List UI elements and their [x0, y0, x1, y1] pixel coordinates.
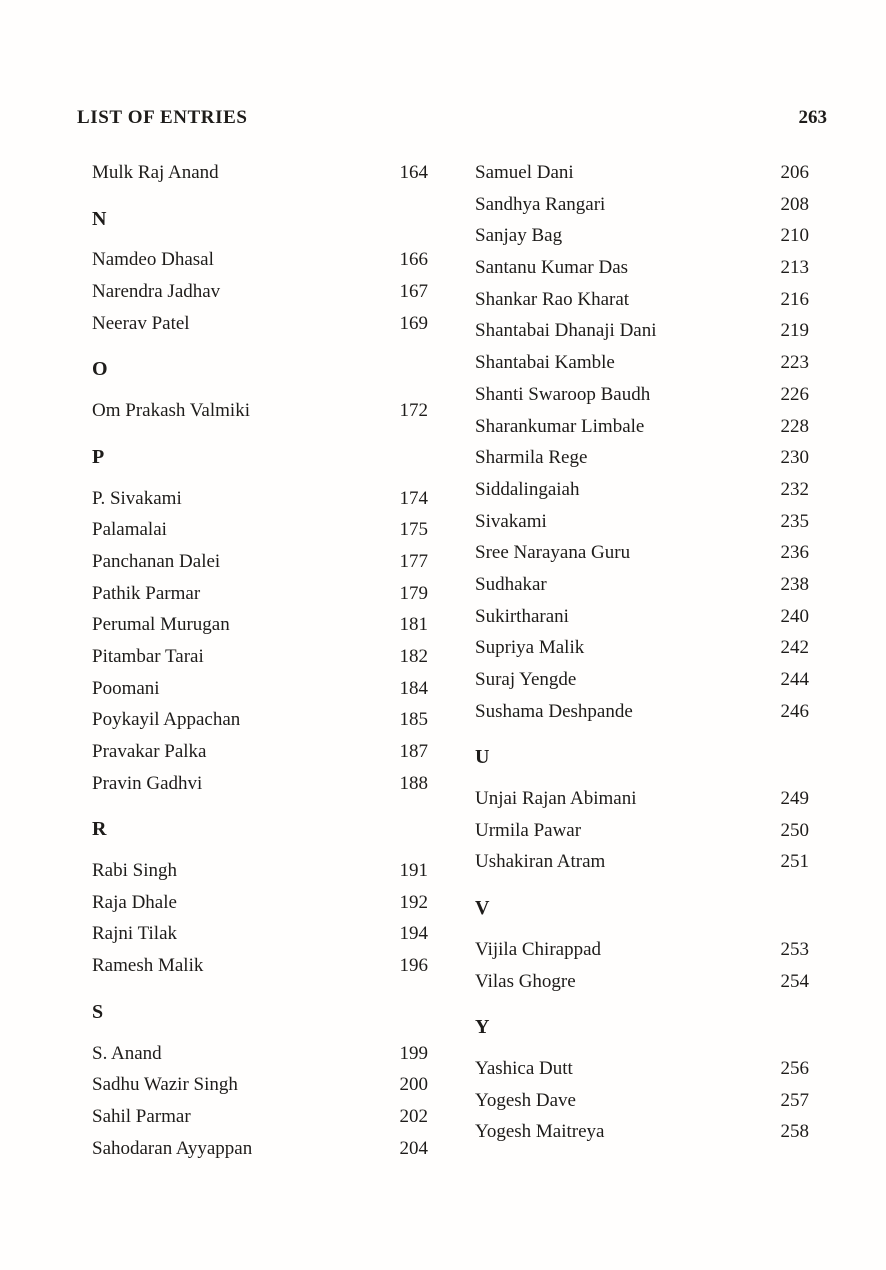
entry-name: Sandhya Rangari — [475, 193, 606, 215]
section-heading-s: S — [92, 1000, 104, 1023]
entry-page-number: 169 — [399, 312, 428, 334]
entry-name: Shantabai Dhanaji Dani — [475, 320, 657, 342]
entry-page-number: 174 — [399, 487, 428, 509]
entry-name: Unjai Rajan Abimani — [475, 788, 637, 810]
entry-page-number: 242 — [780, 637, 809, 659]
entry-page-number: 184 — [399, 677, 428, 699]
index-entry-row — [92, 308, 428, 340]
index-entry-row — [475, 601, 809, 633]
index-entry-row — [92, 1038, 428, 1070]
entry-name: Rajni Tilak — [92, 923, 177, 945]
index-entry-row — [92, 704, 428, 736]
entry-name: Sharmila Rege — [475, 447, 588, 469]
entry-page-number: 236 — [780, 542, 809, 564]
entry-name: Shanti Swaroop Baudh — [475, 383, 651, 405]
entry-page-number: 167 — [399, 281, 428, 303]
index-entry-row — [92, 395, 428, 427]
entry-page-number: 196 — [399, 955, 428, 977]
entry-name: Sudhakar — [475, 573, 547, 595]
index-entry-row — [475, 1085, 809, 1117]
index-entry-row — [475, 157, 809, 189]
index-entry-row — [92, 609, 428, 641]
index-entry-row — [92, 1069, 428, 1101]
entry-page-number: 202 — [399, 1105, 428, 1127]
section-heading-y: Y — [475, 1016, 490, 1039]
index-entry-row — [475, 632, 809, 664]
index-entry-row — [475, 379, 809, 411]
entry-page-number: 230 — [780, 447, 809, 469]
entry-page-number: 206 — [780, 162, 809, 183]
index-entry-row — [92, 483, 428, 515]
entry-name: Poykayil Appachan — [92, 709, 241, 731]
entry-page-number: 258 — [780, 1121, 809, 1143]
entry-page-number: 188 — [399, 772, 428, 794]
entry-name: Sushama Deshpande — [475, 700, 633, 722]
section-heading-p: P — [92, 445, 105, 468]
entry-page-number: 199 — [399, 1042, 428, 1064]
index-entry-row — [475, 220, 809, 252]
entry-page-number: 175 — [399, 519, 428, 541]
entry-page-number: 208 — [780, 193, 809, 215]
section-heading-n: N — [92, 207, 107, 230]
index-entry-row — [92, 546, 428, 578]
entry-page-number: 257 — [780, 1089, 809, 1111]
entry-page-number: 249 — [780, 788, 809, 810]
entry-page-number: 164 — [399, 162, 428, 183]
entry-page-number: 219 — [780, 320, 809, 342]
entry-page-number: 251 — [780, 851, 809, 873]
index-entry-row — [92, 855, 428, 887]
index-entry-row — [475, 815, 809, 847]
entry-page-number: 191 — [399, 860, 428, 882]
entry-name: Supriya Malik — [475, 637, 585, 659]
entry-name: Sharankumar Limbale — [475, 415, 645, 437]
index-entry-row — [92, 768, 428, 800]
index-entry-row — [475, 506, 809, 538]
index-entry-row — [475, 934, 809, 966]
entry-name: Mulk Raj Anand — [92, 162, 219, 183]
index-entry-row — [92, 887, 428, 919]
entry-name: Om Prakash Valmiki — [92, 400, 250, 422]
section-heading-v: V — [475, 897, 490, 920]
index-entry-row — [475, 284, 809, 316]
entry-name: Sree Narayana Guru — [475, 542, 631, 564]
section-heading-o: O — [92, 358, 108, 381]
index-entry-row — [92, 673, 428, 705]
index-entry-row — [475, 442, 809, 474]
entry-name: Perumal Murugan — [92, 614, 230, 636]
index-entry-row — [92, 157, 428, 189]
entry-page-number: 216 — [780, 288, 809, 310]
entry-page-number: 185 — [399, 709, 428, 731]
entry-page-number: 235 — [780, 510, 809, 532]
entry-name: Pathik Parmar — [92, 582, 201, 604]
index-entry-row — [92, 514, 428, 546]
entry-page-number: 254 — [780, 970, 809, 992]
entry-page-number: 250 — [780, 819, 809, 841]
entry-page-number: 232 — [780, 478, 809, 500]
entry-name: Pravin Gadhvi — [92, 772, 203, 794]
index-entry-row — [92, 918, 428, 950]
entry-name: Shantabai Kamble — [475, 352, 615, 374]
index-column-right — [475, 157, 809, 1148]
entry-name: Rabi Singh — [92, 860, 177, 882]
page-title: LIST OF ENTRIES — [77, 107, 248, 128]
entry-page-number: 256 — [780, 1057, 809, 1079]
entry-name: Santanu Kumar Das — [475, 257, 629, 279]
entry-name: Sivakami — [475, 510, 547, 532]
entry-page-number: 192 — [399, 891, 428, 913]
index-entry-row — [475, 966, 809, 998]
entry-page-number: 204 — [399, 1137, 428, 1159]
section-heading-u: U — [475, 746, 490, 769]
index-entry-row — [475, 252, 809, 284]
index-entry-row — [475, 537, 809, 569]
entry-page-number: 177 — [399, 550, 428, 572]
entry-name: Suraj Yengde — [475, 669, 577, 690]
entry-name: Samuel Dani — [475, 162, 574, 183]
entry-page-number: 246 — [780, 700, 809, 722]
index-entry-row — [92, 1133, 428, 1165]
index-entry-row — [475, 696, 809, 728]
index-entry-row — [92, 276, 428, 308]
entry-name: Raja Dhale — [92, 891, 177, 913]
entry-page-number: 181 — [399, 614, 428, 636]
entry-name: Sahodaran Ayyappan — [92, 1137, 253, 1159]
entry-name: Poomani — [92, 677, 160, 699]
page-number: 263 — [798, 107, 827, 128]
entry-name: Narendra Jadhav — [92, 281, 221, 303]
index-entry-row — [92, 578, 428, 610]
index-entry-row — [92, 1101, 428, 1133]
entry-name: Vilas Ghogre — [475, 970, 576, 992]
page-header — [77, 107, 827, 129]
entry-name: Yogesh Maitreya — [475, 1121, 605, 1143]
entry-page-number: 172 — [399, 400, 428, 422]
entry-name: Palamalai — [92, 519, 167, 541]
index-entry-row — [475, 569, 809, 601]
entry-page-number: 182 — [399, 645, 428, 667]
index-entry-row — [475, 1116, 809, 1148]
entry-name: Pravakar Palka — [92, 741, 207, 762]
entry-name: Ramesh Malik — [92, 955, 204, 977]
index-entry-row — [475, 411, 809, 443]
entry-page-number: 253 — [780, 938, 809, 960]
entry-name: Shankar Rao Kharat — [475, 288, 630, 310]
entry-page-number: 187 — [399, 741, 428, 762]
index-entry-row — [92, 736, 428, 768]
entry-name: Vijila Chirappad — [475, 938, 602, 960]
index-entry-row — [475, 315, 809, 347]
index-entry-row — [475, 1053, 809, 1085]
entry-page-number: 240 — [780, 605, 809, 627]
index-entry-row — [92, 641, 428, 673]
index-entry-row — [475, 846, 809, 878]
entry-name: Siddalingaiah — [475, 478, 580, 500]
index-entry-row — [475, 664, 809, 696]
entry-page-number: 200 — [399, 1074, 428, 1096]
entry-page-number: 244 — [780, 669, 809, 690]
entry-name: Yogesh Dave — [475, 1089, 576, 1111]
entry-page-number: 166 — [399, 249, 428, 271]
entry-page-number: 194 — [399, 923, 428, 945]
entry-name: Pitambar Tarai — [92, 645, 204, 667]
index-entry-row — [92, 950, 428, 982]
entry-page-number: 223 — [780, 352, 809, 374]
entry-page-number: 179 — [399, 582, 428, 604]
entry-name: Urmila Pawar — [475, 819, 582, 841]
index-entry-row — [475, 189, 809, 221]
index-entry-row — [475, 474, 809, 506]
index-entry-row — [475, 783, 809, 815]
entry-page-number: 226 — [780, 383, 809, 405]
entry-page-number: 210 — [780, 225, 809, 247]
entry-page-number: 228 — [780, 415, 809, 437]
entry-name: Sadhu Wazir Singh — [92, 1074, 238, 1096]
entry-name: Sanjay Bag — [475, 225, 563, 247]
index-entry-row — [92, 244, 428, 276]
entry-name: Neerav Patel — [92, 312, 190, 334]
entry-name: Sukirtharani — [475, 605, 569, 627]
index-entry-row — [475, 347, 809, 379]
entry-name: Panchanan Dalei — [92, 550, 221, 572]
entry-name: S. Anand — [92, 1042, 162, 1064]
entry-name: Ushakiran Atram — [475, 851, 606, 873]
entry-name: P. Sivakami — [92, 487, 182, 509]
entry-name: Sahil Parmar — [92, 1105, 191, 1127]
entry-page-number: 213 — [780, 257, 809, 279]
index-column-left — [92, 157, 428, 1164]
entry-name: Yashica Dutt — [475, 1057, 573, 1079]
section-heading-r: R — [92, 818, 107, 841]
entry-page-number: 238 — [780, 573, 809, 595]
entry-name: Namdeo Dhasal — [92, 249, 214, 271]
